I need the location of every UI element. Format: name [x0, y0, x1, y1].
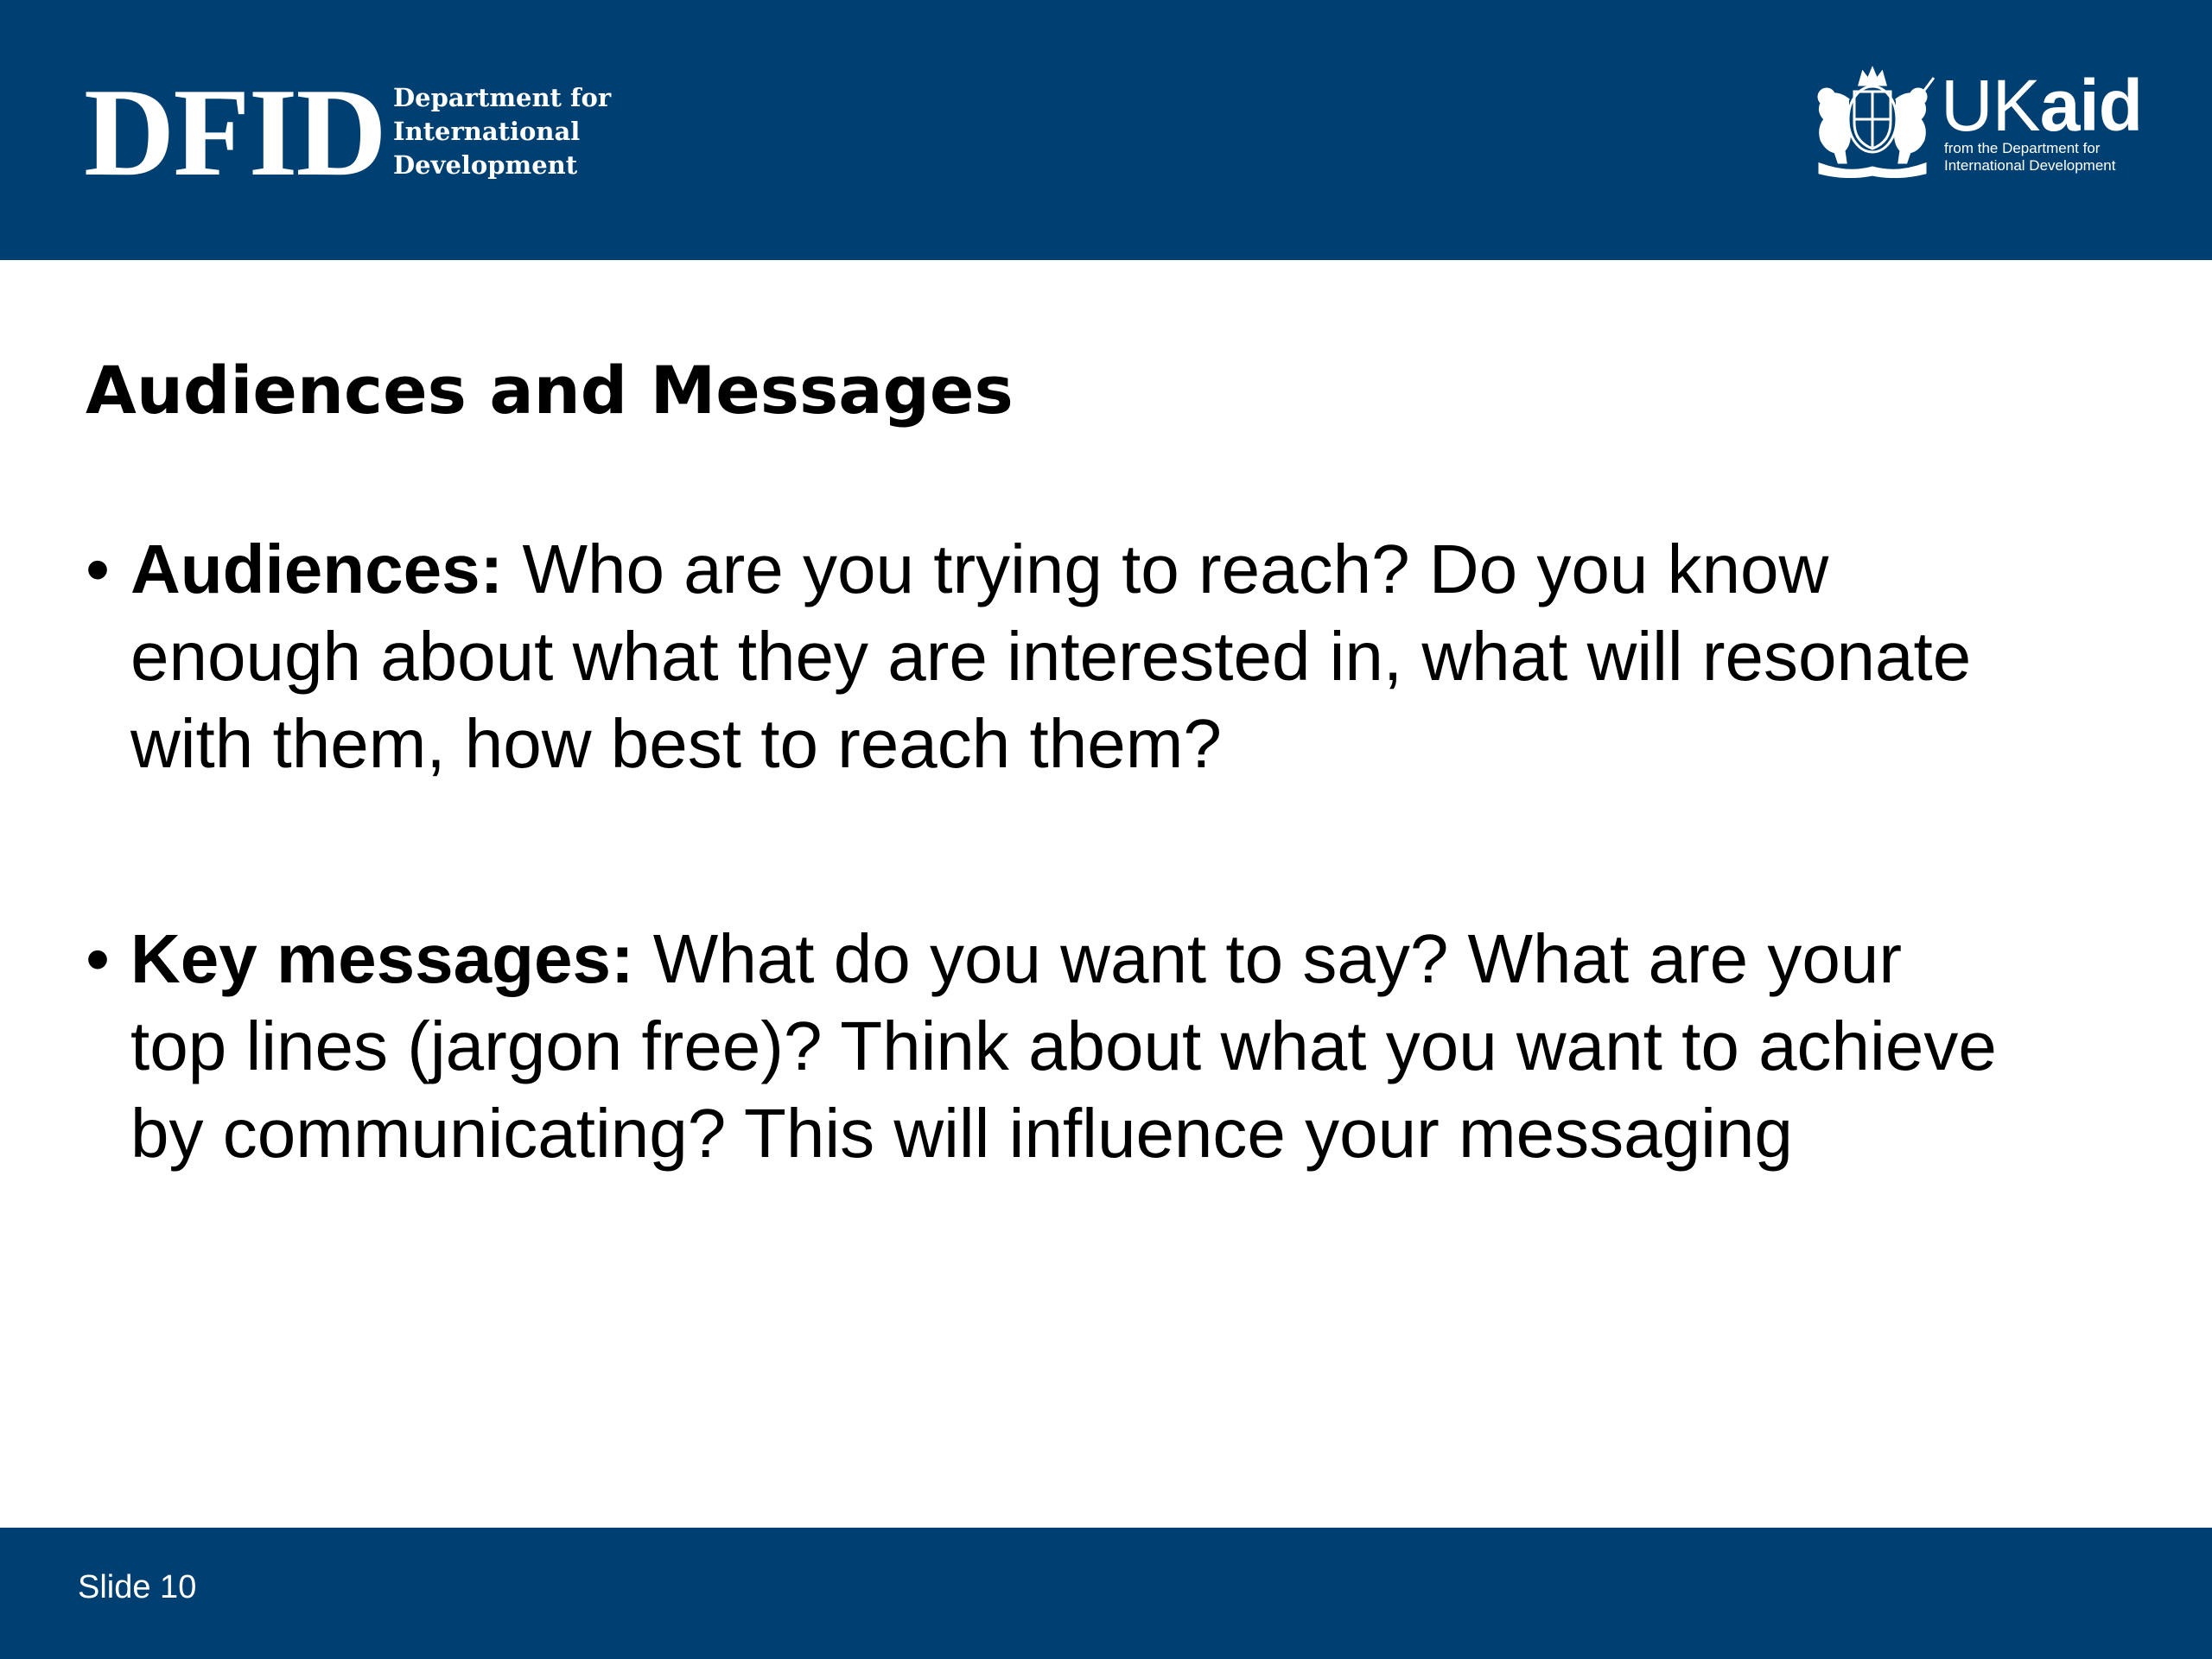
- bullet-line-text: What do you want to say? What are your: [633, 920, 1902, 997]
- bullet-line: by communicating? This will influence your messaging: [130, 1095, 1793, 1172]
- ukaid-logo: [1804, 65, 2143, 187]
- footer-bar: [0, 1528, 2212, 1659]
- bullet-label: Key messages:: [130, 920, 634, 997]
- dfid-subtitle: [393, 81, 612, 182]
- royal-coat-of-arms-icon: [1804, 66, 1941, 178]
- dfid-subtitle-line: Development: [393, 150, 578, 180]
- ukaid-tagline: [1944, 140, 2143, 175]
- ukaid-wordmark: [1941, 62, 2142, 149]
- header-bar: [0, 0, 2212, 260]
- bullet-text: [130, 915, 1997, 1177]
- bullet-line-text: Who are you trying to reach? Do you know: [503, 531, 1829, 607]
- bullet-line: with them, how best to reach them?: [130, 705, 1222, 782]
- bullet-marker: •: [86, 531, 111, 607]
- bullet-line: enough about what they are interested in, what will resonate: [130, 618, 1972, 695]
- dfid-logo: [84, 62, 612, 202]
- bullet-label: Audiences:: [130, 531, 504, 607]
- dfid-wordmark: DFID: [84, 62, 385, 202]
- bullet-text: [130, 525, 1971, 787]
- ukaid-wordmark-aid: aid: [2039, 65, 2143, 146]
- dfid-subtitle-line: International: [393, 117, 581, 146]
- bullet-item-audiences: [86, 525, 2159, 802]
- dfid-subtitle-line: Department for: [393, 83, 612, 112]
- slide-title: Audiences and Messages: [86, 352, 1014, 429]
- slide-number: Slide 10: [78, 1569, 197, 1605]
- bullet-marker: •: [86, 920, 111, 997]
- ukaid-tagline-line: from the Department for: [1944, 140, 2101, 156]
- ukaid-tagline-line: International Development: [1944, 157, 2116, 174]
- bullet-item-key-messages: [86, 915, 2159, 1192]
- bullet-line: [130, 915, 1997, 1002]
- bullet-line: top lines (jargon free)? Think about what you want to achieve: [130, 1007, 1997, 1084]
- ukaid-wordmark-uk: UK: [1941, 65, 2040, 146]
- bullet-line: [130, 525, 1971, 613]
